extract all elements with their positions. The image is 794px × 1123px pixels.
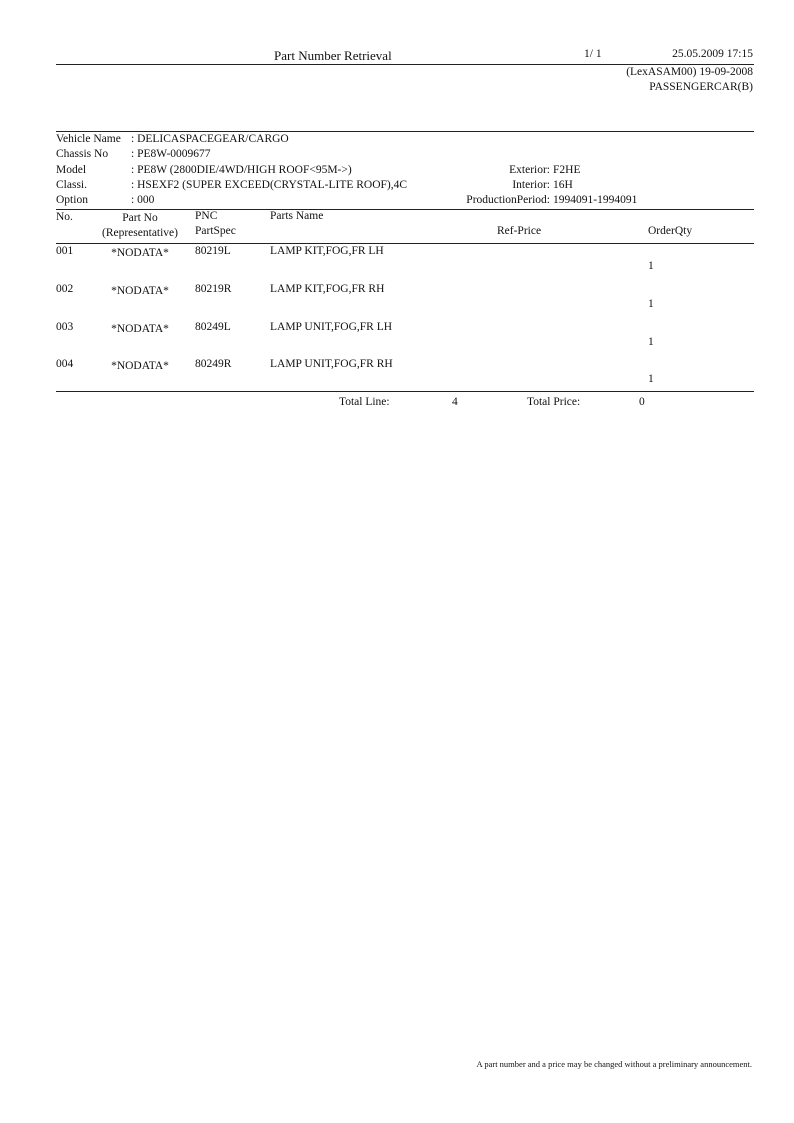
row-qty: 1: [648, 373, 654, 385]
col-header-no: No.: [56, 211, 73, 223]
version-label: (LexASAM00) 19-09-2008: [626, 66, 753, 78]
row-partno: *NODATA*: [111, 285, 169, 297]
total-line-label: Total Line:: [339, 396, 390, 408]
row-no: 003: [56, 321, 74, 333]
table-top-divider: [56, 209, 754, 210]
vehicle-name-label: Vehicle Name: [56, 133, 121, 145]
total-line-value: 4: [452, 396, 458, 408]
row-pnc: 80249R: [195, 358, 232, 370]
row-parts-name: LAMP KIT,FOG,FR RH: [270, 283, 385, 295]
category-label: PASSENGERCAR(B): [649, 81, 753, 93]
production-value: 1994091-1994091: [553, 194, 638, 206]
total-price-value: 0: [639, 396, 645, 408]
col-header-partno: Part No: [122, 212, 158, 224]
row-parts-name: LAMP KIT,FOG,FR LH: [270, 245, 384, 257]
header-divider: [56, 64, 754, 65]
model-value: : PE8W (2800DIE/4WD/HIGH ROOF<95M->): [131, 164, 352, 176]
row-qty: 1: [648, 336, 654, 348]
table-row: [0, 283, 794, 321]
row-pnc: 80219R: [195, 283, 232, 295]
col-header-ref-price: Ref-Price: [497, 225, 542, 237]
col-header-pnc: PNC: [195, 210, 218, 222]
total-price-label: Total Price:: [527, 396, 581, 408]
option-value: : 000: [131, 194, 155, 206]
row-partno: *NODATA*: [111, 323, 169, 335]
table-bottom-divider: [56, 391, 754, 392]
model-label: Model: [56, 164, 87, 176]
col-header-order-qty: OrderQty: [648, 225, 693, 237]
col-header-partspec: PartSpec: [195, 225, 236, 237]
col-header-parts-name: Parts Name: [270, 210, 324, 222]
col-header-representative: (Representative): [102, 227, 178, 239]
option-label: Option: [56, 194, 88, 206]
classi-value: : HSEXF2 (SUPER EXCEED(CRYSTAL-LITE ROOF),4C: [131, 179, 408, 191]
page-title: Part Number Retrieval: [274, 48, 392, 63]
table-row: [0, 245, 794, 283]
print-datetime: 25.05.2009 17:15: [672, 48, 753, 60]
table-header-divider: [56, 243, 754, 244]
table-row: [0, 321, 794, 359]
page-number: 1/ 1: [584, 48, 602, 60]
exterior-value: F2HE: [553, 164, 581, 176]
vehicle-top-divider: [56, 131, 754, 132]
row-pnc: 80249L: [195, 321, 231, 333]
row-pnc: 80219L: [195, 245, 231, 257]
row-no: 001: [56, 245, 74, 257]
row-no: 004: [56, 358, 74, 370]
interior-label: Interior:: [512, 179, 550, 191]
exterior-label: Exterior:: [509, 164, 550, 176]
chassis-label: Chassis No: [56, 148, 109, 160]
vehicle-name-value: : DELICASPACEGEAR/CARGO: [131, 133, 289, 145]
row-qty: 1: [648, 298, 654, 310]
chassis-value: : PE8W-0009677: [131, 148, 211, 160]
interior-value: 16H: [553, 179, 573, 191]
row-parts-name: LAMP UNIT,FOG,FR RH: [270, 358, 393, 370]
row-partno: *NODATA*: [111, 360, 169, 372]
row-qty: 1: [648, 260, 654, 272]
footer-note: A part number and a price may be changed without a preliminary announcement.: [476, 1059, 752, 1069]
row-partno: *NODATA*: [111, 247, 169, 259]
row-parts-name: LAMP UNIT,FOG,FR LH: [270, 321, 393, 333]
row-no: 002: [56, 283, 74, 295]
production-label: ProductionPeriod:: [466, 194, 550, 206]
classi-label: Classi.: [56, 179, 87, 191]
